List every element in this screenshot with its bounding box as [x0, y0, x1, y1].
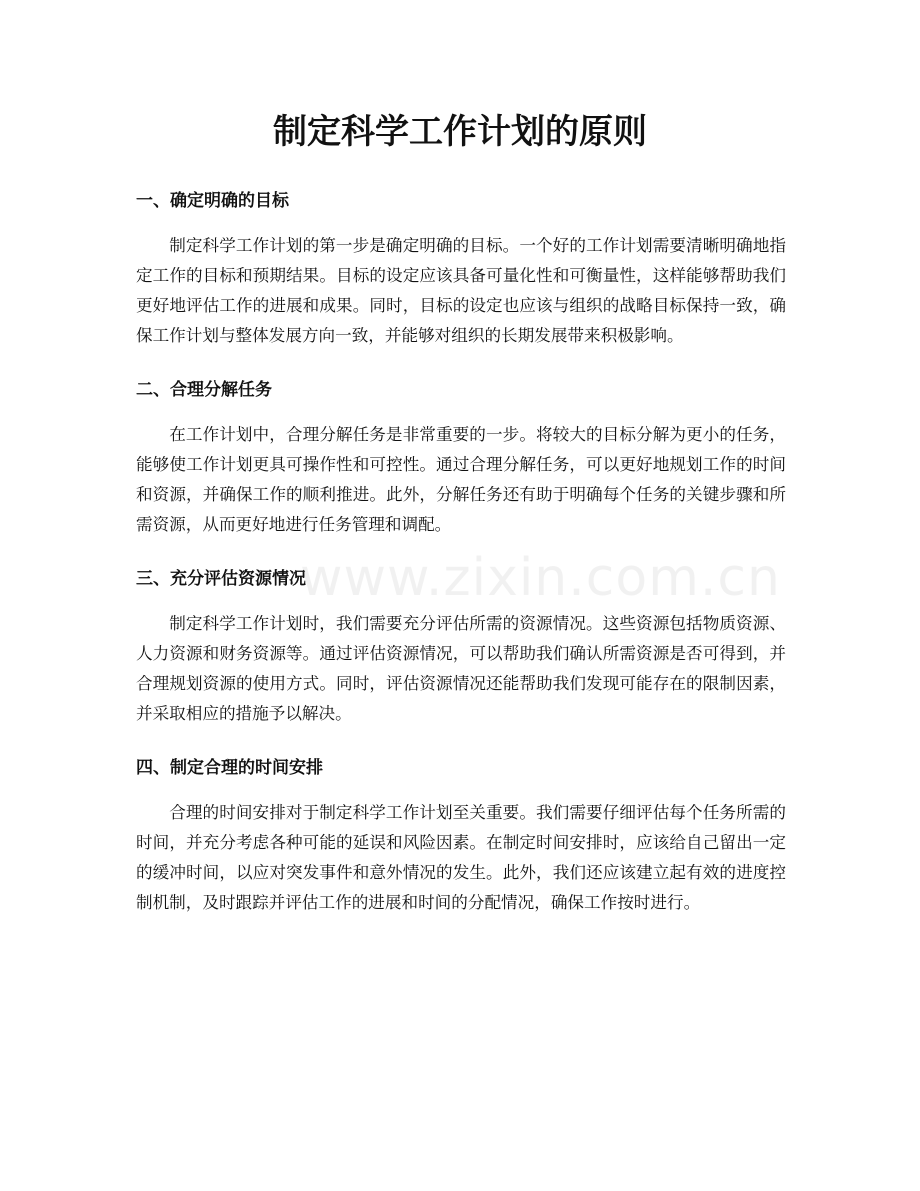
watermark: www.zixin.com.cn: [300, 548, 781, 608]
section-paragraph: 在工作计划中，合理分解任务是非常重要的一步。将较大的目标分解为更小的任务，能够使工作计划更具可操作性和可控性。通过合理分解任务，可以更好地规划工作的时间和资源，并确保工作的顺利推进。此外，分解任务还有助于明确每个任务的关键步骤和所需资源，从而更好地进行任务管理和调配。: [136, 425, 786, 534]
section-paragraph: 制定科学工作计划的第一步是确定明确的目标。一个好的工作计划需要清晰明确地指定工作的目标和预期结果。目标的设定应该具备可量化性和可衡量性，这样能够帮助我们更好地评估工作的进展和成果。同时，目标的设定也应该与组织的战略目标保持一致，确保工作计划与整体发展方向一致，并能够对组织的长期发展带来积极影响。: [136, 236, 786, 345]
section-paragraph: 制定科学工作计划时，我们需要充分评估所需的资源情况。这些资源包括物质资源、人力资源和财务资源等。通过评估资源情况，可以帮助我们确认所需资源是否可得到，并合理规划资源的使用方式。同时，评估资源情况还能帮助我们发现可能存在的限制因素，并采取相应的措施予以解决。: [136, 614, 786, 723]
section-heading: 二、合理分解任务: [136, 380, 272, 400]
section-paragraph: 合理的时间安排对于制定科学工作计划至关重要。我们需要仔细评估每个任务所需的时间，并充分考虑各种可能的延误和风险因素。在制定时间安排时，应该给自己留出一定的缓冲时间，以应对突发事件和意外情况的发生。此外，我们还应该建立起有效的进度控制机制，及时跟踪并评估工作的进展和时间的分配情况，确保工作按时进行。: [136, 803, 786, 912]
section-2: [136, 373, 786, 540]
section-heading: 三、充分评估资源情况: [136, 569, 306, 589]
document-body: [136, 184, 786, 940]
document-title: 制定科学工作计划的原则: [273, 112, 647, 152]
section-3: [136, 562, 786, 729]
section-4: [136, 751, 786, 918]
section-heading: 一、确定明确的目标: [136, 191, 289, 211]
section-heading: 四、制定合理的时间安排: [136, 758, 323, 778]
section-1: [136, 184, 786, 351]
